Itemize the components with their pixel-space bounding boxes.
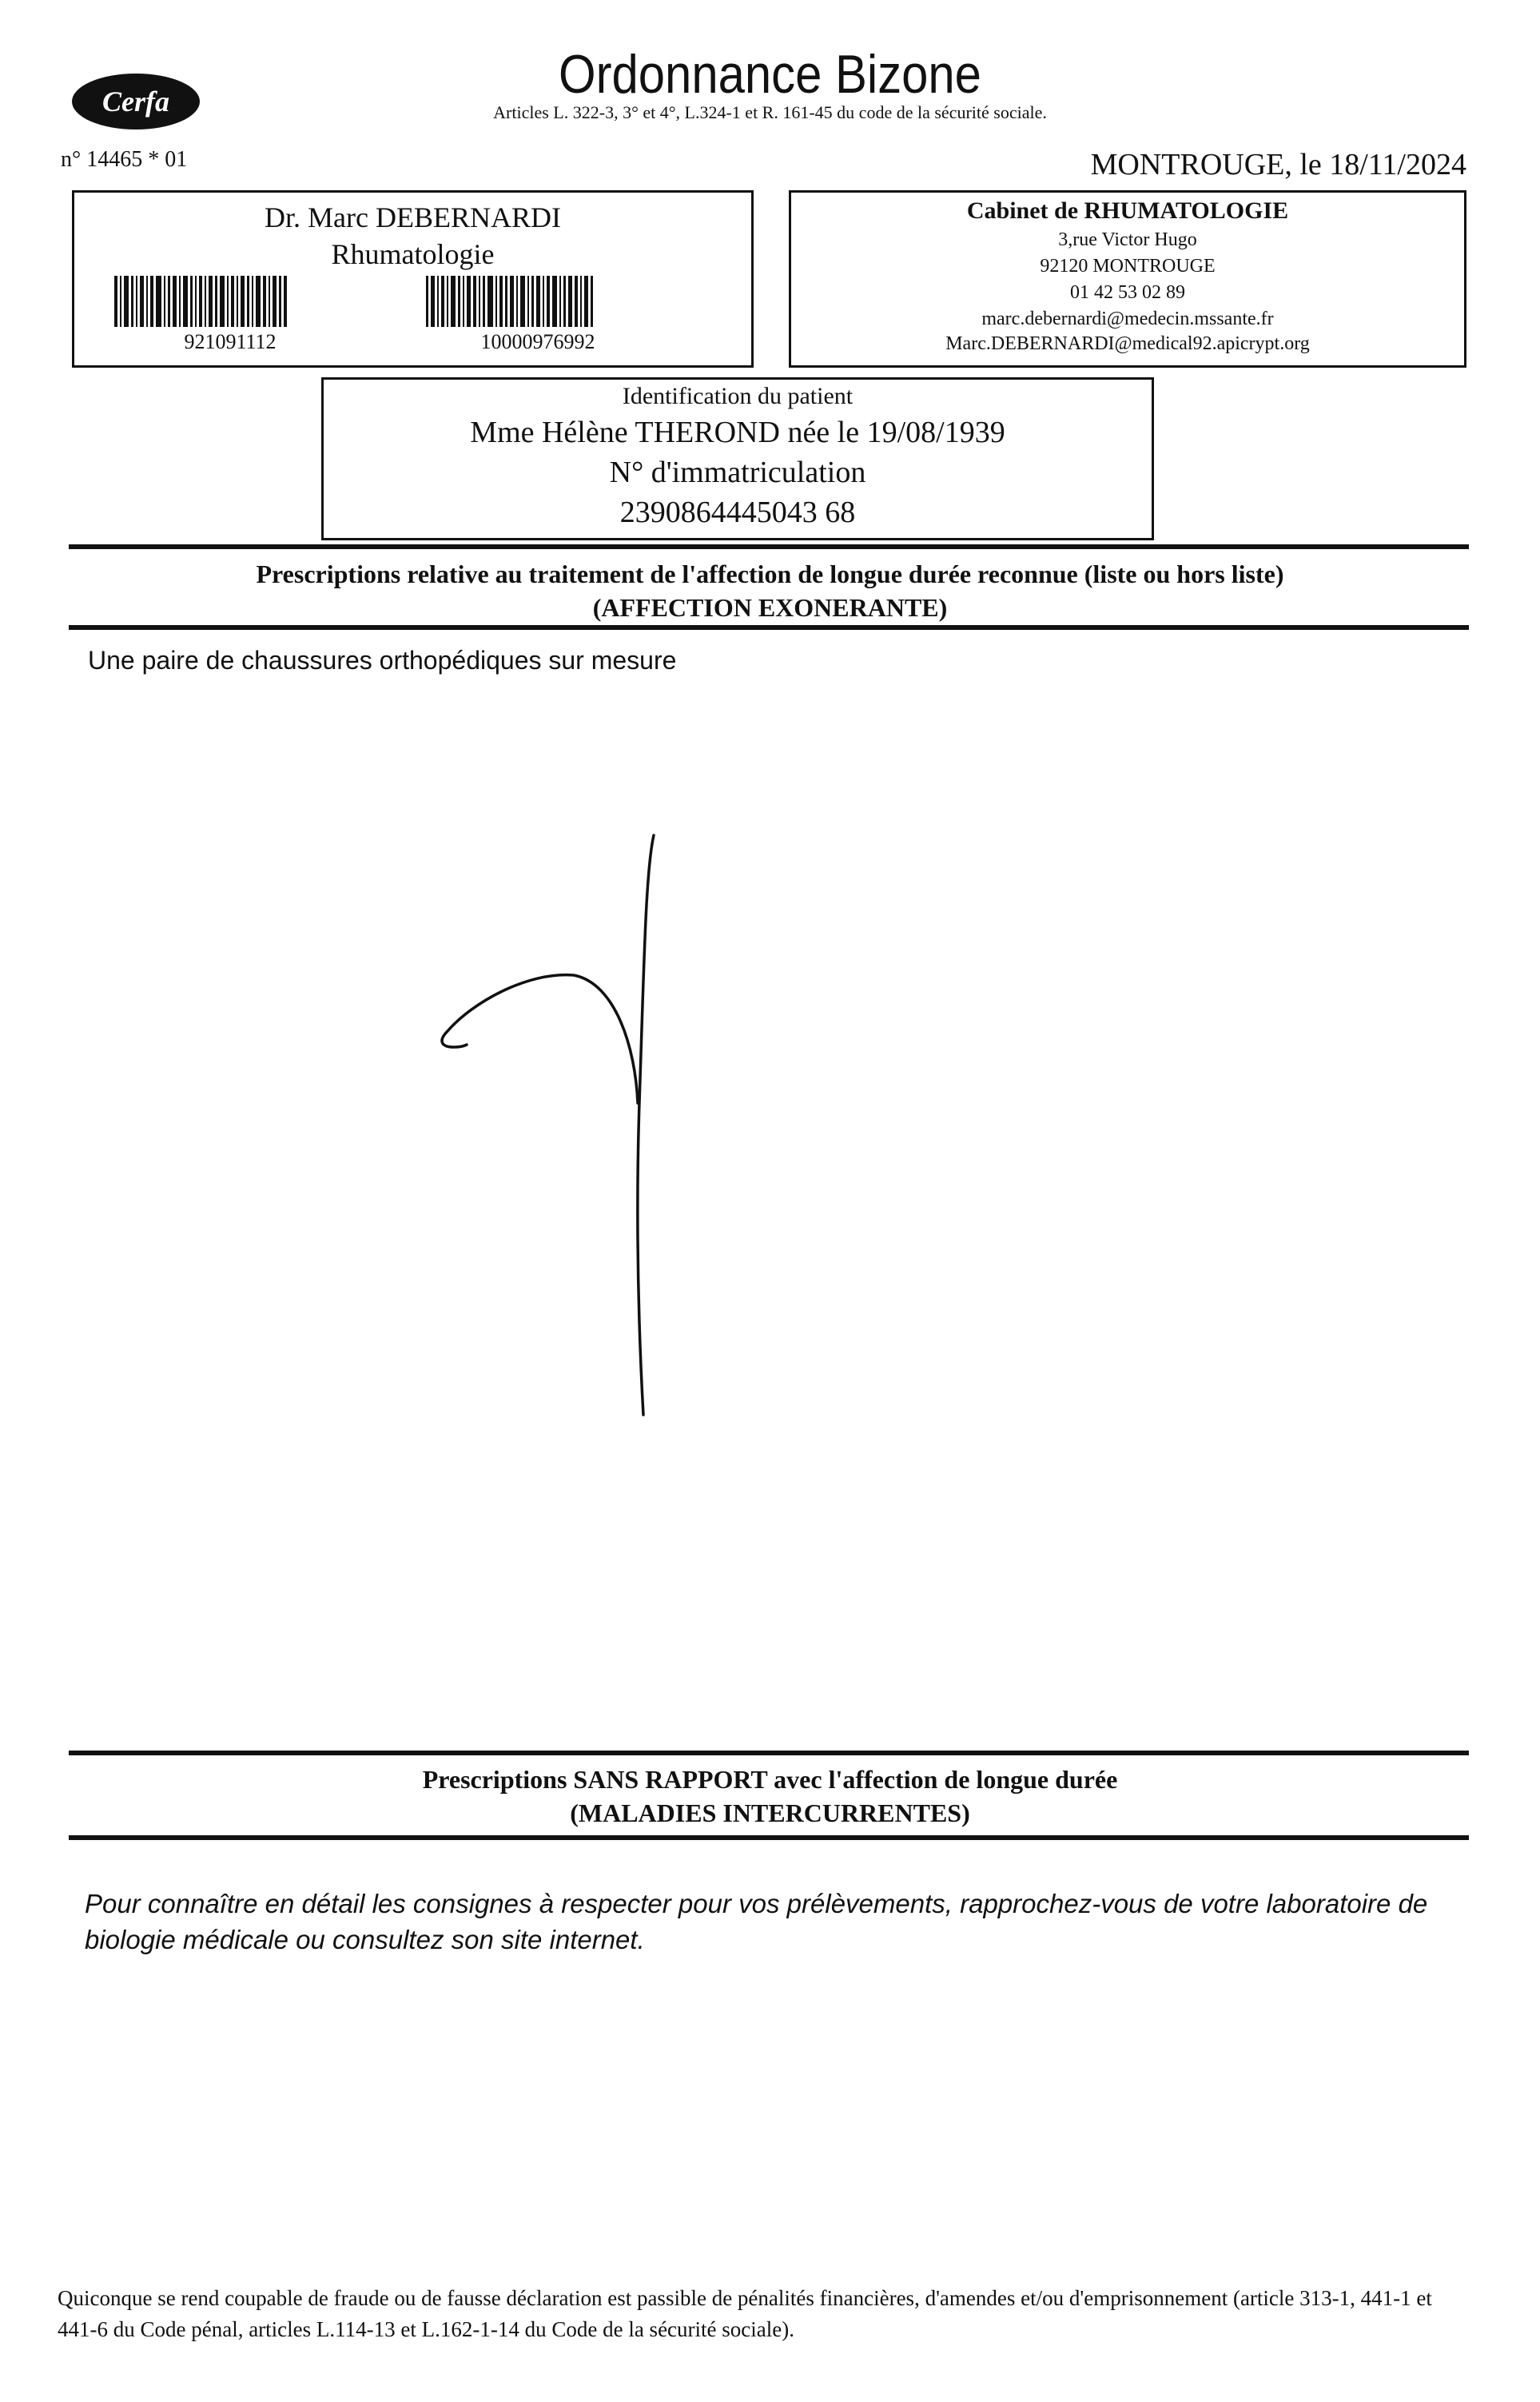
doctor-name: Dr. Marc DEBERNARDI — [265, 201, 561, 233]
patient-immat-number: 2390864445043 68 — [619, 496, 856, 529]
cabinet-email-1: marc.debernardi@medecin.mssante.fr — [981, 309, 1274, 329]
cabinet-name: Cabinet de RHUMATOLOGIE — [966, 197, 1289, 224]
divider-other-top — [69, 1751, 1469, 1755]
lab-note: Pour connaître en détail les consignes à respecter pour vos prélèvements, rapprochez-vous de votre laboratoire de biologie médicale ou consultez son site internet. — [85, 1889, 1428, 1954]
page-title: Ordonnance Bizone — [559, 44, 981, 105]
patient-name-birth: Mme Hélène THEROND née le 19/08/1939 — [470, 416, 1005, 449]
ald-heading-line1: Prescriptions relative au traitement de l'affection de longue durée reconnue (liste ou hors liste) — [256, 560, 1284, 588]
cerfa-logo-text: Cerfa — [102, 86, 169, 118]
ald-prescription: Une paire de chaussures orthopédiques sur mesure — [88, 646, 677, 675]
legal-subtitle: Articles L. 322-3, 3° et 4°, L.324-1 et R. 161-45 du code de la sécurité sociale. — [493, 102, 1047, 122]
cabinet-city: 92120 MONTROUGE — [1040, 256, 1216, 277]
ald-heading-line2: (AFFECTION EXONERANTE) — [592, 593, 948, 622]
divider-other-bottom — [69, 1835, 1469, 1840]
other-heading-line2: (MALADIES INTERCURRENTES) — [570, 1799, 970, 1827]
barcode-2-number: 10000976992 — [480, 330, 595, 353]
fraud-notice: Quiconque se rend coupable de fraude ou de fausse déclaration est passible de pénalités financières, d'amendes et/ou d'emprisonnement (article 313-1, 441-1 et 441-6 du Code pénal, articles L.114-13 et L.162-1-14 du Code de la sécurité sociale). — [58, 2286, 1432, 2342]
form-number: n° 14465 * 01 — [61, 147, 188, 172]
patient-immat-label: N° d'immatriculation — [609, 456, 866, 489]
cabinet-email-2: Marc.DEBERNARDI@medical92.apicrypt.org — [945, 333, 1310, 354]
cabinet-street: 3,rue Victor Hugo — [1058, 229, 1197, 250]
patient-heading: Identification du patient — [622, 383, 854, 409]
other-heading-line1: Prescriptions SANS RAPPORT avec l'affection de longue durée — [422, 1765, 1118, 1794]
cabinet-phone: 01 42 53 02 89 — [1070, 282, 1185, 303]
doctor-specialty: Rhumatologie — [331, 238, 495, 270]
barcode-1-number: 921091112 — [184, 330, 277, 353]
place-date: MONTROUGE, le 18/11/2024 — [1090, 148, 1466, 181]
